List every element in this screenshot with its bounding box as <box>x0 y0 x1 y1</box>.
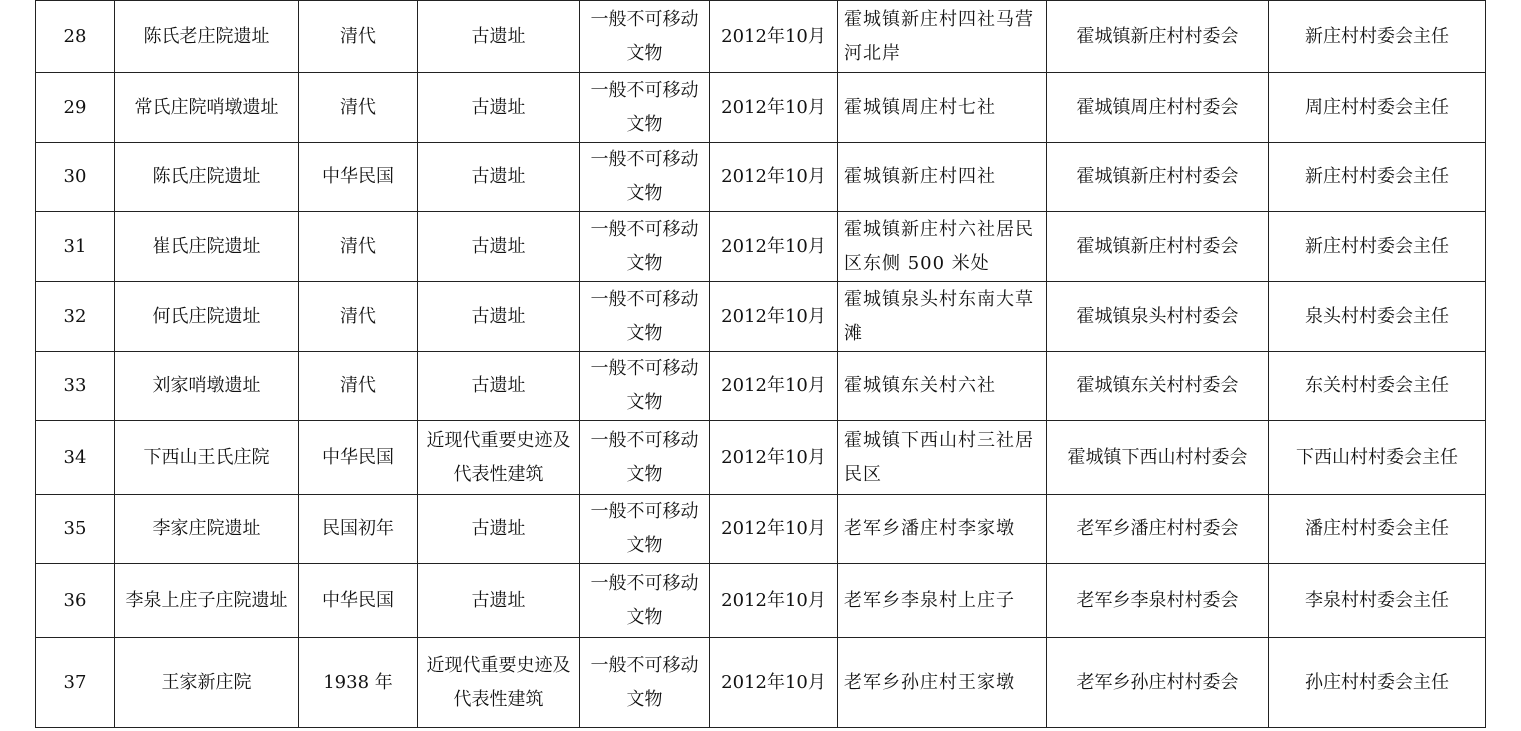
category-cell: 古遗址 <box>418 73 580 143</box>
table-row <box>36 143 1486 212</box>
category-cell: 古遗址 <box>418 143 580 212</box>
responsible-unit-cell: 老军乡潘庄村村委会 <box>1047 495 1269 564</box>
location-cell: 霍城镇泉头村东南大草滩 <box>838 282 1047 352</box>
responsible-person-cell: 孙庄村村委会主任 <box>1269 638 1486 728</box>
era-cell: 清代 <box>299 1 418 73</box>
responsible-person-cell: 潘庄村村委会主任 <box>1269 495 1486 564</box>
location-cell: 老军乡李泉村上庄子 <box>838 564 1047 638</box>
table-row <box>36 638 1486 728</box>
responsible-person-cell: 新庄村村委会主任 <box>1269 1 1486 73</box>
survey-date-cell: 2012年10月 <box>710 352 838 421</box>
row-number-cell: 35 <box>36 495 115 564</box>
survey-date-cell: 2012年10月 <box>710 212 838 282</box>
responsible-unit-cell: 霍城镇周庄村村委会 <box>1047 73 1269 143</box>
table-row <box>36 212 1486 282</box>
category-cell: 古遗址 <box>418 282 580 352</box>
location-cell: 霍城镇新庄村四社 <box>838 143 1047 212</box>
survey-date-cell: 2012年10月 <box>710 1 838 73</box>
survey-date-cell: 2012年10月 <box>710 421 838 495</box>
responsible-person-cell: 李泉村村委会主任 <box>1269 564 1486 638</box>
category-cell: 古遗址 <box>418 1 580 73</box>
era-cell: 清代 <box>299 282 418 352</box>
site-name-cell: 陈氏老庄院遗址 <box>115 1 299 73</box>
location-cell: 霍城镇新庄村四社马营河北岸 <box>838 1 1047 73</box>
site-name-cell: 陈氏庄院遗址 <box>115 143 299 212</box>
protection-level-cell: 一般不可移动文物 <box>580 421 710 495</box>
site-name-cell: 常氏庄院哨墩遗址 <box>115 73 299 143</box>
category-cell: 近现代重要史迹及代表性建筑 <box>418 421 580 495</box>
row-number-cell: 33 <box>36 352 115 421</box>
category-cell: 古遗址 <box>418 495 580 564</box>
responsible-unit-cell: 老军乡孙庄村村委会 <box>1047 638 1269 728</box>
responsible-unit-cell: 霍城镇泉头村村委会 <box>1047 282 1269 352</box>
responsible-unit-cell: 霍城镇新庄村村委会 <box>1047 212 1269 282</box>
location-cell: 霍城镇周庄村七社 <box>838 73 1047 143</box>
location-cell: 老军乡潘庄村李家墩 <box>838 495 1047 564</box>
responsible-unit-cell: 霍城镇下西山村村委会 <box>1047 421 1269 495</box>
table-row <box>36 564 1486 638</box>
row-number-cell: 31 <box>36 212 115 282</box>
table-body <box>36 1 1486 728</box>
responsible-person-cell: 周庄村村委会主任 <box>1269 73 1486 143</box>
location-cell: 霍城镇下西山村三社居民区 <box>838 421 1047 495</box>
site-name-cell: 何氏庄院遗址 <box>115 282 299 352</box>
row-number-cell: 32 <box>36 282 115 352</box>
protection-level-cell: 一般不可移动文物 <box>580 282 710 352</box>
site-name-cell: 崔氏庄院遗址 <box>115 212 299 282</box>
location-cell: 霍城镇新庄村六社居民区东侧 500 米处 <box>838 212 1047 282</box>
row-number-cell: 29 <box>36 73 115 143</box>
table-row <box>36 495 1486 564</box>
era-cell: 清代 <box>299 73 418 143</box>
protection-level-cell: 一般不可移动文物 <box>580 143 710 212</box>
responsible-person-cell: 泉头村村委会主任 <box>1269 282 1486 352</box>
responsible-unit-cell: 霍城镇新庄村村委会 <box>1047 1 1269 73</box>
table-row <box>36 73 1486 143</box>
row-number-cell: 28 <box>36 1 115 73</box>
era-cell: 中华民国 <box>299 143 418 212</box>
era-cell: 1938 年 <box>299 638 418 728</box>
location-cell: 霍城镇东关村六社 <box>838 352 1047 421</box>
site-name-cell: 李泉上庄子庄院遗址 <box>115 564 299 638</box>
category-cell: 近现代重要史迹及代表性建筑 <box>418 638 580 728</box>
site-name-cell: 刘家哨墩遗址 <box>115 352 299 421</box>
protection-level-cell: 一般不可移动文物 <box>580 1 710 73</box>
protection-level-cell: 一般不可移动文物 <box>580 73 710 143</box>
survey-date-cell: 2012年10月 <box>710 282 838 352</box>
responsible-unit-cell: 老军乡李泉村村委会 <box>1047 564 1269 638</box>
survey-date-cell: 2012年10月 <box>710 564 838 638</box>
row-number-cell: 37 <box>36 638 115 728</box>
table-row <box>36 282 1486 352</box>
era-cell: 中华民国 <box>299 564 418 638</box>
responsible-unit-cell: 霍城镇东关村村委会 <box>1047 352 1269 421</box>
responsible-unit-cell: 霍城镇新庄村村委会 <box>1047 143 1269 212</box>
heritage-table <box>35 0 1486 728</box>
survey-date-cell: 2012年10月 <box>710 143 838 212</box>
row-number-cell: 34 <box>36 421 115 495</box>
protection-level-cell: 一般不可移动文物 <box>580 352 710 421</box>
survey-date-cell: 2012年10月 <box>710 73 838 143</box>
site-name-cell: 下西山王氏庄院 <box>115 421 299 495</box>
era-cell: 清代 <box>299 352 418 421</box>
site-name-cell: 王家新庄院 <box>115 638 299 728</box>
category-cell: 古遗址 <box>418 352 580 421</box>
row-number-cell: 36 <box>36 564 115 638</box>
location-cell: 老军乡孙庄村王家墩 <box>838 638 1047 728</box>
era-cell: 民国初年 <box>299 495 418 564</box>
era-cell: 中华民国 <box>299 421 418 495</box>
responsible-person-cell: 东关村村委会主任 <box>1269 352 1486 421</box>
table-row <box>36 1 1486 73</box>
category-cell: 古遗址 <box>418 212 580 282</box>
era-cell: 清代 <box>299 212 418 282</box>
table-row <box>36 421 1486 495</box>
survey-date-cell: 2012年10月 <box>710 495 838 564</box>
protection-level-cell: 一般不可移动文物 <box>580 495 710 564</box>
protection-level-cell: 一般不可移动文物 <box>580 212 710 282</box>
protection-level-cell: 一般不可移动文物 <box>580 564 710 638</box>
protection-level-cell: 一般不可移动文物 <box>580 638 710 728</box>
category-cell: 古遗址 <box>418 564 580 638</box>
row-number-cell: 30 <box>36 143 115 212</box>
responsible-person-cell: 下西山村村委会主任 <box>1269 421 1486 495</box>
responsible-person-cell: 新庄村村委会主任 <box>1269 143 1486 212</box>
table-row <box>36 352 1486 421</box>
responsible-person-cell: 新庄村村委会主任 <box>1269 212 1486 282</box>
survey-date-cell: 2012年10月 <box>710 638 838 728</box>
site-name-cell: 李家庄院遗址 <box>115 495 299 564</box>
